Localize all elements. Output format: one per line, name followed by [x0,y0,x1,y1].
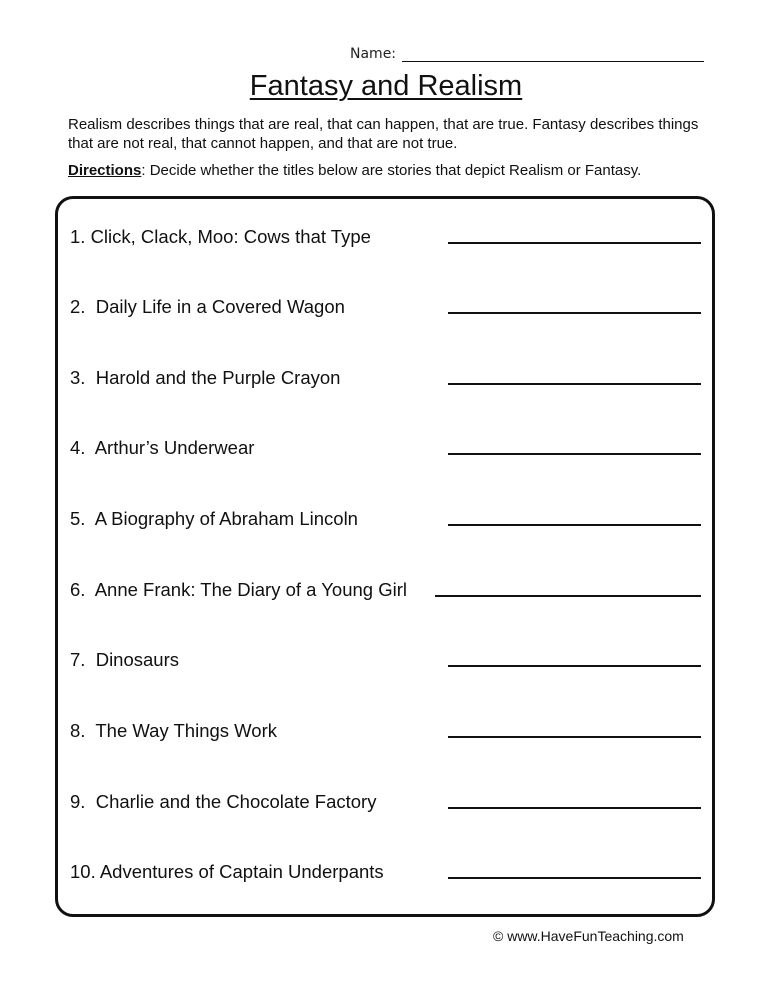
question-item [70,364,702,392]
page-title: Fantasy and Realism [249,70,523,102]
question-item [70,223,702,251]
question-text: 4. Arthur’s Underwear [70,437,255,458]
answer-line[interactable] [448,312,701,314]
answer-line[interactable] [448,453,701,455]
question-text: 5. A Biography of Abraham Lincoln [70,508,358,529]
question-item [70,505,702,533]
name-label: Name: [350,46,397,62]
answer-line[interactable] [448,807,701,809]
directions-text: : Decide whether the titles below are stories that depict Realism or Fantasy. [141,162,642,179]
directions-label: Directions [68,162,142,179]
answer-line[interactable] [448,665,701,667]
question-text: 1. Click, Clack, Moo: Cows that Type [70,226,371,247]
question-text: 2. Daily Life in a Covered Wagon [70,296,345,317]
question-text: 9. Charlie and the Chocolate Factory [70,791,377,812]
answer-line[interactable] [448,383,701,385]
answer-line[interactable] [435,595,701,597]
answer-line[interactable] [448,877,701,879]
question-text: 8. The Way Things Work [70,720,278,741]
question-item [70,293,702,321]
question-text: 10. Adventures of Captain Underpants [70,861,384,882]
directions [68,162,728,179]
question-item [70,434,702,462]
question-item [70,717,702,745]
name-input-line[interactable] [402,47,704,62]
question-text: 7. Dinosaurs [70,649,179,670]
intro-paragraph: Realism describes things that are real, that can happen, that are true. Fantasy describes things that are not real, that cannot happen, and that are not true. [68,116,699,152]
answer-line[interactable] [448,736,701,738]
question-item [70,646,702,674]
answer-line[interactable] [448,524,701,526]
question-item [70,576,702,604]
answer-line[interactable] [448,242,701,244]
question-text: 3. Harold and the Purple Crayon [70,367,341,388]
question-item [70,858,702,886]
copyright-footer: © www.HaveFunTeaching.com [493,928,684,944]
name-field-row [350,46,704,62]
question-text: 6. Anne Frank: The Diary of a Young Girl [70,579,407,600]
question-item [70,788,702,816]
